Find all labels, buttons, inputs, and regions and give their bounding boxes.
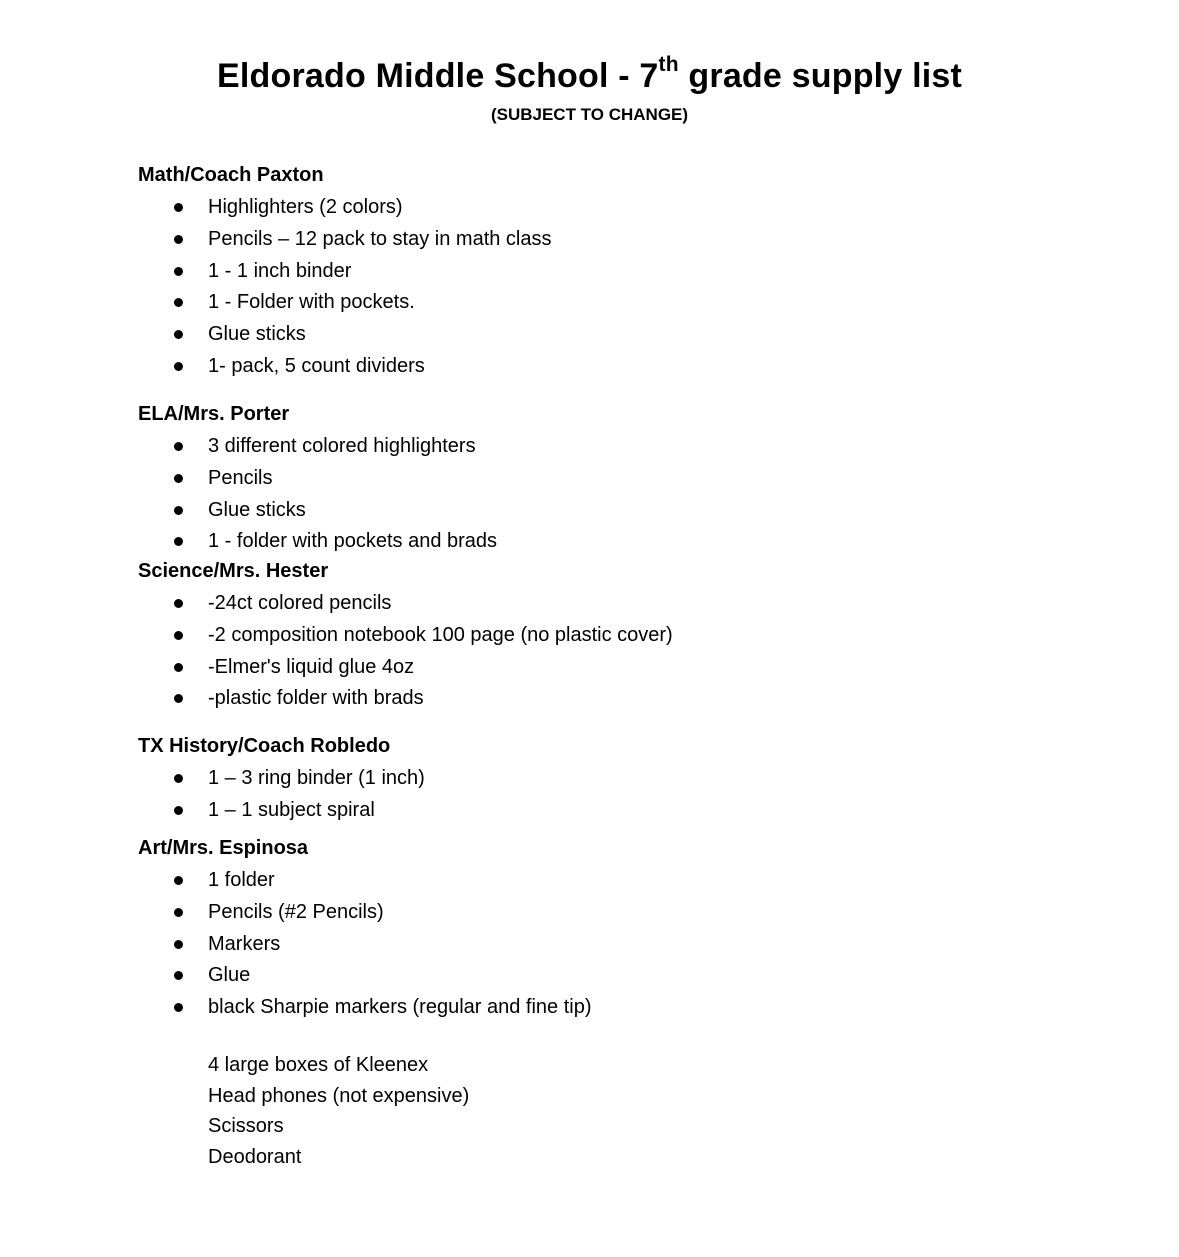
list-item-label: 1 - Folder with pockets. — [208, 291, 415, 314]
bullet-icon — [174, 474, 183, 483]
bullet-icon — [174, 876, 183, 885]
bullet-icon — [174, 663, 183, 672]
bullet-icon — [174, 599, 183, 608]
list-item-label: -24ct colored pencils — [208, 592, 392, 614]
general-supply-item: Head phones (not expensive) — [208, 1084, 470, 1107]
item-list — [138, 194, 1038, 385]
list-item-label: 1 – 3 ring binder (1 inch) — [208, 767, 425, 789]
list-item-label: Glue sticks — [208, 323, 306, 346]
bullet-icon — [174, 442, 183, 451]
list-item — [138, 321, 1038, 353]
section-heading: Math/Coach Paxton — [138, 164, 324, 186]
section-math — [138, 162, 1038, 385]
bullet-icon — [174, 203, 183, 212]
list-item-label: Highlighters (2 colors) — [208, 196, 403, 218]
section-tx-history — [138, 733, 1038, 829]
list-item-label: Pencils – 12 pack to stay in math class — [208, 227, 552, 250]
bullet-icon — [174, 362, 183, 371]
section-ela — [138, 401, 1038, 560]
general-supply-item: 4 large boxes of Kleenex — [208, 1054, 429, 1076]
list-item — [138, 465, 1038, 497]
bullet-icon — [174, 971, 183, 980]
bullet-icon — [174, 1003, 183, 1012]
bullet-icon — [174, 774, 183, 783]
list-item — [138, 528, 1038, 560]
list-item-label: 1 - folder with pockets and brads — [208, 530, 498, 553]
list-item-label: -plastic folder with brads — [208, 687, 424, 710]
list-item-label: 1 – 1 subject spiral — [208, 798, 375, 821]
list-item — [138, 353, 1038, 385]
section-science — [138, 558, 1038, 717]
bullet-icon — [174, 537, 183, 546]
list-item-label: Glue sticks — [208, 498, 306, 521]
list-item — [138, 931, 1038, 963]
list-item — [138, 654, 1038, 686]
list-item — [138, 226, 1038, 258]
item-list — [138, 765, 1038, 829]
list-item-label: 1- pack, 5 count dividers — [208, 354, 425, 377]
list-item — [138, 590, 1038, 622]
item-list — [138, 590, 1038, 717]
section-heading: Art/Mrs. Espinosa — [138, 837, 309, 859]
section-heading: TX History/Coach Robledo — [138, 735, 391, 757]
list-item — [138, 685, 1038, 717]
bullet-icon — [174, 908, 183, 917]
bullet-icon — [174, 267, 183, 276]
item-list — [138, 433, 1038, 560]
list-item — [138, 289, 1038, 321]
title-suffix: grade supply list — [678, 57, 963, 95]
bullet-icon — [174, 506, 183, 515]
page-title — [0, 52, 1179, 96]
list-item — [138, 765, 1038, 797]
bullet-icon — [174, 940, 183, 949]
list-item-label: Glue — [208, 964, 251, 987]
list-item — [138, 622, 1038, 654]
list-item — [138, 797, 1038, 829]
list-item — [138, 433, 1038, 465]
list-item-label: Pencils — [208, 466, 273, 489]
bullet-icon — [174, 631, 183, 640]
bullet-icon — [174, 694, 183, 703]
bullet-icon — [174, 806, 183, 815]
list-item-label: -2 composition notebook 100 page (no plastic cover) — [208, 623, 673, 646]
general-supplies — [208, 1052, 1008, 1174]
general-supply-item: Scissors — [208, 1115, 284, 1137]
section-heading: ELA/Mrs. Porter — [138, 403, 290, 425]
general-supply-item: Deodorant — [208, 1145, 302, 1168]
list-item-label: 1 folder — [208, 869, 275, 891]
title-superscript: th — [658, 52, 679, 76]
list-item — [138, 899, 1038, 931]
list-item — [138, 258, 1038, 290]
list-item — [138, 994, 1038, 1026]
list-item-label: 3 different colored highlighters — [208, 435, 476, 457]
list-item — [138, 497, 1038, 529]
section-art — [138, 835, 1038, 1026]
page-subtitle: (SUBJECT TO CHANGE) — [490, 105, 689, 124]
list-item-label: Markers — [208, 932, 281, 955]
list-item-label: 1 - 1 inch binder — [208, 259, 352, 282]
list-item — [138, 867, 1038, 899]
bullet-icon — [174, 298, 183, 307]
list-item-label: Pencils (#2 Pencils) — [208, 900, 384, 923]
list-item — [138, 194, 1038, 226]
list-item-label: black Sharpie markers (regular and fine tip) — [208, 996, 592, 1019]
list-item-label: -Elmer's liquid glue 4oz — [208, 655, 415, 678]
bullet-icon — [174, 235, 183, 244]
title-prefix: Eldorado Middle School - 7 — [216, 57, 659, 95]
item-list — [138, 867, 1038, 1026]
section-heading: Science/Mrs. Hester — [138, 560, 329, 582]
bullet-icon — [174, 330, 183, 339]
list-item — [138, 962, 1038, 994]
